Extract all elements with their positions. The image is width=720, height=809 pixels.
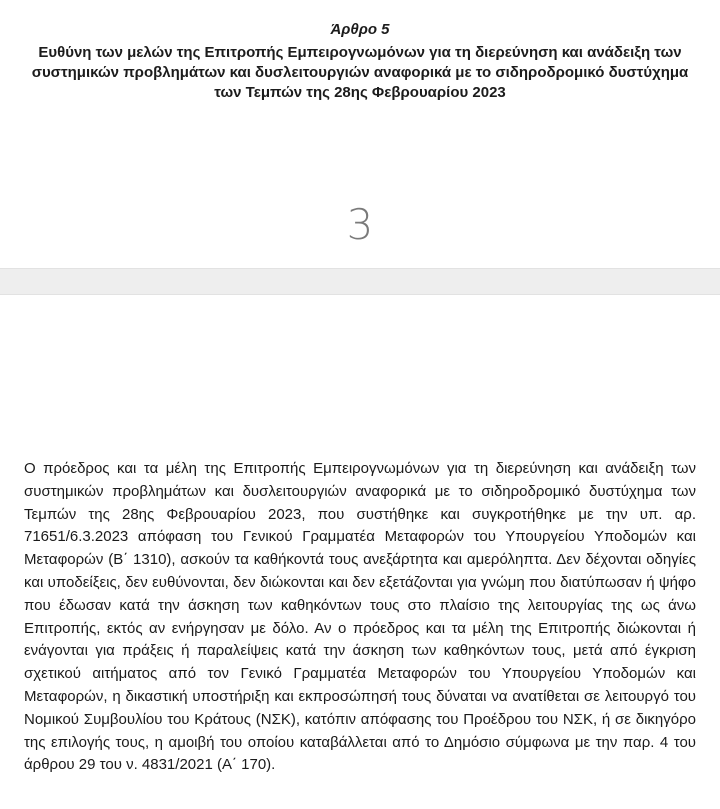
- article-body-paragraph: Ο πρόεδρος και τα μέλη της Επιτροπής Εμπειρογνωμόνων για τη διερεύνηση και ανάδειξη των συστημικών προβλημάτων και δυσλειτουργιών αναφορικά με το σιδηροδρομικό δυστύχημα των Τεμπών της 28ης Φεβρουαρίου 2023, που συστήθηκε και συγκροτήθηκε με την υπ. αρ. 71651/6.3.2023 απόφαση του Γενικού Γραμματέα Μεταφορών του Υπουργείου Υποδομών και Μεταφορών (Β΄ 1310), ασκούν τα καθήκοντά τους ανεξάρτητα και αμερόληπτα. Δεν δέχονται οδηγίες και υποδείξεις, δεν ευθύνονται, δεν διώκονται και δεν εξετάζονται για γνώμη που διατύπωσαν ή ψήφο που έδωσαν κατά την άσκηση των καθηκόντων τους στο πλαίσιο της λειτουργίας της ως άνω Επιτροπής, εκτός αν ενήργησαν με δόλο. Αν ο πρόεδρος και τα μέλη της Επιτροπής διώκονται ή ενάγονται για πράξεις ή παραλείψεις κατά την άσκηση των καθηκόντων τους, μετά από έγκριση σχετικού αιτήματος από τον Γενικό Γραμματέα Μεταφορών του Υπουργείου Υποδομών και Μεταφορών, η δικαστική υποστήριξη και εκπροσώπησή τους δύναται να ανατίθεται σε λειτουργό του Νομικού Συμβουλίου του Κράτους (ΝΣΚ), κατόπιν απόφασης του Προέδρου του ΝΣΚ, ή σε δικηγόρο της επιλογής τους, η αμοιβή του οποίου καταβάλλεται από το Δημόσιο σύμφωνα με την παρ. 4 του άρθρου 29 του ν. 4831/2021 (Α΄ 170).: [24, 460, 696, 774]
- article-heading: [30, 20, 690, 103]
- page-separator: [0, 268, 720, 295]
- article-subject: Ευθύνη των μελών της Επιτροπής Εμπειρογνωμόνων για τη διερεύνηση και ανάδειξη των συστημικών προβλημάτων και δυσλειτουργιών αναφορικά με το σιδηροδρομικό δυστύχημα των Τεμπών της 28ης Φεβρουαρίου 2023: [31, 44, 689, 101]
- article-title: Άρθρο 5: [330, 21, 390, 38]
- handwritten-page-number: 3: [346, 200, 374, 249]
